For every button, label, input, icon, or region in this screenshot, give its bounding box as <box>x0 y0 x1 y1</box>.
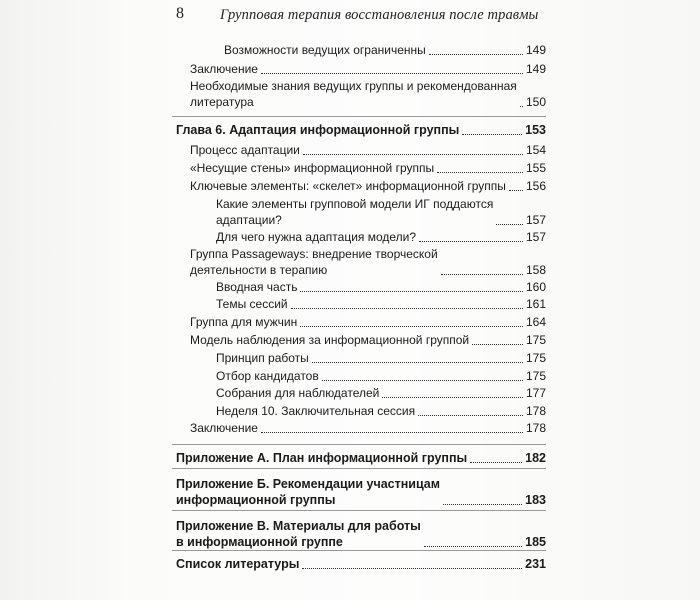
dot-leader <box>382 397 523 398</box>
dot-leader <box>443 504 522 505</box>
toc-entry-page: 175 <box>525 369 546 383</box>
toc-entry-page: 161 <box>525 297 546 311</box>
toc-bibliography-entry <box>176 556 546 572</box>
toc-entry-title: Темы сессий <box>216 297 288 311</box>
toc-entry <box>216 385 546 401</box>
toc-entry-title-continued: информационной группы <box>176 493 336 507</box>
toc-entry-title: Какие элементы групповой модели ИГ поддаются <box>216 197 494 211</box>
toc-entry-title-continued: литература <box>190 95 254 109</box>
toc-entry <box>190 160 546 176</box>
toc-entry-page: 178 <box>525 421 546 435</box>
toc-entry-title: Ключевые элементы: «скелет» информационной группы <box>190 179 506 193</box>
dot-leader <box>470 462 522 463</box>
dot-leader <box>429 54 523 55</box>
toc-entry-title: Заключение <box>190 421 258 435</box>
toc-entry-page: 175 <box>525 351 546 365</box>
divider <box>172 510 546 511</box>
dot-leader <box>303 154 523 155</box>
divider <box>172 468 546 469</box>
toc-entry-page: 150 <box>525 95 546 109</box>
toc-entry-title: «Несущие стены» информационной группы <box>190 161 435 175</box>
dot-leader <box>424 546 522 547</box>
page-header <box>0 0 700 32</box>
toc-entry <box>190 61 546 77</box>
toc-entry-page: 164 <box>525 315 546 329</box>
toc-entry-page: 157 <box>525 213 546 227</box>
toc-appendix-entry <box>176 476 546 508</box>
running-title: Групповая терапия восстановления после травмы <box>220 7 539 23</box>
toc-entry-title: Список литературы <box>176 557 300 571</box>
toc-entry <box>190 420 546 436</box>
toc-entry <box>216 296 546 312</box>
toc-entry-page: 154 <box>525 143 546 157</box>
page-number: 8 <box>176 5 184 22</box>
toc-entry <box>190 246 546 278</box>
toc-entry-title-continued: адаптации? <box>216 213 282 227</box>
toc-entry-title: Группа Passageways: внедрение творческой <box>190 247 438 261</box>
dot-leader <box>418 415 523 416</box>
dot-leader <box>312 362 523 363</box>
toc-entry-page: 177 <box>525 386 546 400</box>
toc-entry-page: 155 <box>525 161 546 175</box>
toc-entry-page: 158 <box>525 263 546 277</box>
dot-leader <box>419 241 523 242</box>
toc-entry-title: Необходимые знания ведущих группы и рекомендованная <box>190 79 517 93</box>
toc-entry-title: Процесс адаптации <box>190 143 300 157</box>
toc-entry-title: Группа для мужчин <box>190 315 298 329</box>
toc-entry-page: 231 <box>525 557 546 571</box>
toc-entry-title: Вводная часть <box>216 280 298 294</box>
toc-entry-title: Принцип работы <box>216 351 309 365</box>
dot-leader <box>322 380 523 381</box>
toc-entry-page: 183 <box>525 493 546 507</box>
dot-leader <box>520 106 523 107</box>
toc-entry-page: 160 <box>525 280 546 294</box>
toc-entry <box>190 314 546 330</box>
toc-entry-title: Возможности ведущих ограниченны <box>224 43 426 57</box>
toc-chapter-entry <box>176 122 546 138</box>
toc-entry-title-continued: в информационной группе <box>176 535 343 549</box>
toc-entry <box>216 350 546 366</box>
toc-entry <box>224 42 546 58</box>
divider <box>172 444 546 445</box>
toc-entry-page: 182 <box>525 451 546 465</box>
toc-entry-title: Приложение Б. Рекомендации участницам <box>176 477 440 491</box>
toc-entry-page: 153 <box>525 123 546 137</box>
dot-leader <box>496 224 523 225</box>
dot-leader <box>261 432 523 433</box>
toc-entry-title: Модель наблюдения за информационной группой <box>190 333 470 347</box>
toc-appendix-entry <box>176 450 546 466</box>
dot-leader <box>261 73 523 74</box>
toc-entry-title: Глава 6. Адаптация информационной группы <box>176 123 460 137</box>
toc-entry-page: 149 <box>525 43 546 57</box>
toc-entry <box>190 78 546 110</box>
dot-leader <box>472 344 523 345</box>
toc-entry-page: 149 <box>525 62 546 76</box>
dot-leader <box>462 134 522 135</box>
toc-entry-title: Приложение В. Материалы для работы <box>176 519 421 533</box>
toc-entry <box>190 332 546 348</box>
dot-leader <box>509 190 523 191</box>
toc-entry-title: Приложение А. План информационной группы <box>176 451 468 465</box>
dot-leader <box>291 308 523 309</box>
toc-entry-title: Для чего нужна адаптация модели? <box>216 230 417 244</box>
toc-entry <box>216 368 546 384</box>
divider <box>172 550 546 551</box>
toc-entry-page: 178 <box>525 404 546 418</box>
toc-entry-title: Заключение <box>190 62 258 76</box>
toc-entry <box>216 229 546 245</box>
toc-entry-title: Неделя 10. Заключительная сессия <box>216 404 416 418</box>
toc-entry-page: 157 <box>525 230 546 244</box>
dot-leader <box>300 326 523 327</box>
divider <box>172 116 546 117</box>
toc-entry-title: Собрания для наблюдателей <box>216 386 380 400</box>
dot-leader <box>437 172 523 173</box>
toc-entry <box>216 196 546 228</box>
toc-entry-title-continued: деятельности в терапию <box>190 263 328 277</box>
dot-leader <box>302 568 522 569</box>
toc-entry-page: 175 <box>525 333 546 347</box>
toc-entry-page: 185 <box>525 535 546 549</box>
toc-appendix-entry <box>176 518 546 550</box>
dot-leader <box>441 274 523 275</box>
toc-entry <box>216 403 546 419</box>
toc-entry-title: Отбор кандидатов <box>216 369 319 383</box>
toc-entry <box>216 279 546 295</box>
toc-entry-page: 156 <box>525 179 546 193</box>
dot-leader <box>300 291 523 292</box>
toc-entry <box>190 178 546 194</box>
toc-entry <box>190 142 546 158</box>
